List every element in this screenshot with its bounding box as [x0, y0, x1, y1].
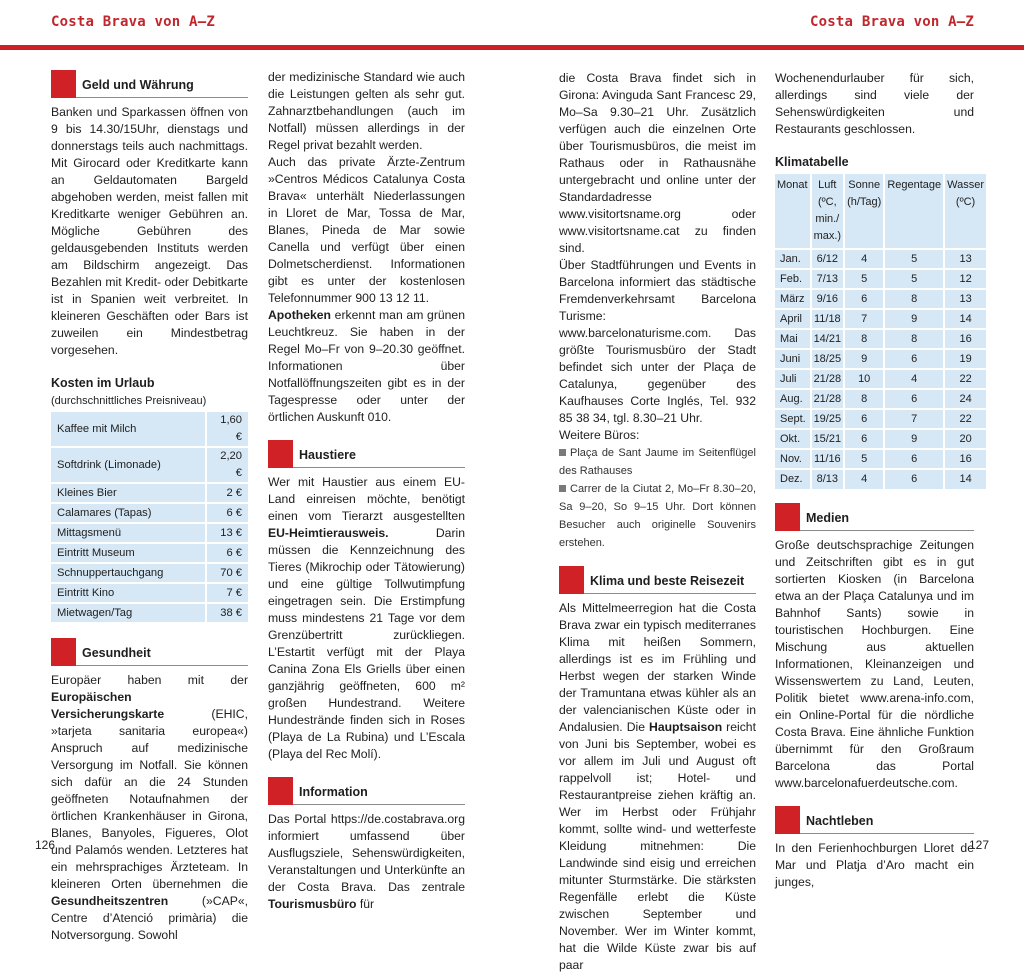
section-head-gesundheit	[51, 638, 248, 666]
cost-item: Softdrink (Limonade)	[51, 447, 206, 483]
table-cell: 6	[884, 389, 944, 409]
table-cell: 6	[884, 469, 944, 489]
section-title: Haustiere	[293, 440, 465, 468]
table-row	[775, 469, 986, 489]
cost-price: 2 €	[206, 483, 248, 503]
table-cell: 22	[944, 409, 986, 429]
section-head-klima	[559, 566, 756, 594]
table-cell: 7	[844, 309, 884, 329]
cost-price: 6 €	[206, 503, 248, 523]
section-head-geld	[51, 70, 248, 98]
table-row	[775, 369, 986, 389]
cost-price: 13 €	[206, 523, 248, 543]
cost-item: Mietwagen/Tag	[51, 603, 206, 623]
table-cell: 6	[884, 349, 944, 369]
table-cell: 8	[884, 289, 944, 309]
section-head-medien	[775, 503, 974, 531]
cost-item: Schnuppertauchgang	[51, 563, 206, 583]
section-marker	[559, 566, 584, 594]
table-cell: 4	[884, 369, 944, 389]
cost-item: Eintritt Kino	[51, 583, 206, 603]
table-cell: Nov.	[775, 449, 811, 469]
table-row	[51, 483, 248, 503]
table-cell: 6	[844, 429, 884, 449]
table-cell: Juni	[775, 349, 811, 369]
table-cell: 4	[844, 249, 884, 269]
column-header: Wasser (ºC)	[944, 174, 986, 249]
table-cell: Sept.	[775, 409, 811, 429]
section-title: Information	[293, 777, 465, 805]
table-cell: 16	[944, 449, 986, 469]
page-number-left: 126	[35, 838, 56, 852]
table-row	[775, 329, 986, 349]
paragraph: Über Stadtführungen und Events in Barcelona informiert das städtische Fremdenverkehrsamt Barcelona Turisme: www.barcelonaturisme.com. Das größte Tourismusbüro der Stadt befindet sich unter der Plaça de Catalunya, gegenüber des Kaufhauses Corte Inglés, Tel. 932 85 38 34, tgl. 8.30–21 Uhr.	[559, 258, 756, 425]
subheading-klimatabelle: Klimatabelle	[775, 155, 849, 169]
table-cell: 7/13	[811, 269, 845, 289]
table-cell: 14/21	[811, 329, 845, 349]
table-cell: 6	[884, 449, 944, 469]
table-row	[51, 503, 248, 523]
table-cell: 19/25	[811, 409, 845, 429]
table-cell: April	[775, 309, 811, 329]
paragraph: In den Ferienhochburgen Lloret de Mar und Platja d’Aro macht ein junges,	[775, 841, 974, 889]
table-cell: 10	[844, 369, 884, 389]
table-cell: 5	[884, 249, 944, 269]
table-cell: Mai	[775, 329, 811, 349]
table-row	[51, 543, 248, 563]
section-title: Gesundheit	[76, 638, 248, 666]
cost-price: 1,60 €	[206, 412, 248, 447]
table-cell: 21/28	[811, 369, 845, 389]
table-cell: Dez.	[775, 469, 811, 489]
table-cell: 7	[884, 409, 944, 429]
costs-table	[51, 412, 248, 624]
page-number-right: 127	[968, 838, 989, 852]
table-row	[775, 309, 986, 329]
column-3	[559, 70, 756, 974]
table-cell: 8	[844, 329, 884, 349]
column-header: Monat	[775, 174, 811, 249]
table-cell: 20	[944, 429, 986, 449]
table-cell: 9	[884, 309, 944, 329]
table-cell: 6	[844, 289, 884, 309]
bullet-square-icon	[559, 485, 566, 492]
paragraph: Wer mit Haustier aus einem EU-Land einreisen möchte, benötigt einen vom Tierarzt ausgestellten EU-Heimtierausweis. Darin müssen die Kennzeichnung des Tieres (Mikrochip oder Tätowierung) und eine gültige Tollwutimpfung eingetragen sein. Die Erstimpfung muss mindestens 21 Tage vor dem Grenzübertritt zurückliegen. L’Estartit verfügt mit der Playa Canina Zona Els Griells über einen ganzjährig geöffneten, 600 m² großen Hundestrand. Weitere Hundestrände finden sich in Roses (Playa de La Rubina) und L’Escala (Playa del Rec Molí).	[268, 475, 465, 761]
column-header: Sonne (h/Tag)	[844, 174, 884, 249]
table-row	[775, 429, 986, 449]
section-marker	[268, 440, 293, 468]
table-cell: 13	[944, 289, 986, 309]
cost-item: Kaffee mit Milch	[51, 412, 206, 447]
bullet-item: Carrer de la Ciutat 2, Mo–Fr 8.30–20, Sa 9–20, So 9–15 Uhr. Dort können Besucher auch originelle Souvenirs erstehen.	[559, 483, 756, 549]
cost-price: 38 €	[206, 603, 248, 623]
paragraph: Weitere Büros:	[559, 428, 640, 442]
table-cell: Jan.	[775, 249, 811, 269]
section-marker	[775, 503, 800, 531]
section-marker	[51, 638, 76, 666]
paragraph: Europäer haben mit der Europäischen Versicherungskarte (EHIC, »tarjeta sanitaria europea«) Anspruch auf medizinische Versorgung im Notfall. Sie können sich dafür an die 24 Stunden geöffneten Notaufnahmen der örtlichen Krankenhäuser in Girona, Blanes, Banyoles, Figueres, Olot und Palamós wenden. Letzteres hat ein mehrsprachiges Ärzteteam. In kleineren Orten übernehmen die Gesundheitszentren (»CAP«, Centre d’Atenció primària) die Notversorgung. Sowohl	[51, 673, 248, 942]
table-cell: 5	[884, 269, 944, 289]
table-cell: 8/13	[811, 469, 845, 489]
section-title: Medien	[800, 503, 974, 531]
table-row	[51, 583, 248, 603]
table-cell: 9	[844, 349, 884, 369]
paragraph: Als Mittelmeerregion hat die Costa Brava zwar ein typisch mediterranes Klima mit heißen Sommern, allerdings ist es im Frühling und Herbst wegen der starken Winde der Tramuntana etwas kühler als an der valencianischen Küste oder in Andalusien. Die Hauptsaison reicht von Juni bis September, wobei es vor allem im Juli und August oft rappelvoll ist; Hotel- und Restaurantpreise ziehen kräftig an. Wer im Herbst oder Frühjahr kommt, sollte wind- und wetterfeste Kleidung mitnehmen: Die Landwinde sind eisig und erreichen mitunter Sturmstärke. Die stärksten Regenfälle erlebt die Küste zwischen September und November. Wer im Winter kommt, hat die Wilde Küste zwar bis auf paar	[559, 601, 756, 972]
bullet-square-icon	[559, 449, 566, 456]
table-cell: 12	[944, 269, 986, 289]
table-cell: 16	[944, 329, 986, 349]
table-cell: 21/28	[811, 389, 845, 409]
table-cell: 11/18	[811, 309, 845, 329]
table-cell: 18/25	[811, 349, 845, 369]
paragraph: Banken und Sparkassen öffnen von 9 bis 14.30/15Uhr, dienstags und donnerstags teils auch nachmittags. Mit Girocard oder Kreditkarte kann an Geldautomaten Bargeld abgehoben werden, meist fallen mit Kreditkarte weniger Gebühren an. Mögliche Gebühren des geldausgebenden Instituts werden am Bildschirm angezeigt. Das Bezahlen mit Kredit- oder Debitkarte ist in Spanien weit verbreitet. In kleineren Geschäften oder Bars ist zuweilen ein Mindestbetrag vorgesehen.	[51, 105, 248, 357]
table-cell: 6/12	[811, 249, 845, 269]
section-head-information	[268, 777, 465, 805]
table-cell: 4	[844, 469, 884, 489]
table-row	[775, 249, 986, 269]
table-cell: 13	[944, 249, 986, 269]
paragraph: Das Portal https://de.costabrava.org informiert umfassend über Ausflugsziele, Sehenswürdigkeiten, Veranstaltungen und Unterkünfte an der Costa Brava. Das zentrale Tourismusbüro für	[268, 812, 465, 911]
table-cell: 5	[844, 269, 884, 289]
table-row	[775, 409, 986, 429]
cost-price: 70 €	[206, 563, 248, 583]
subheading-note: (durchschnittliches Preisniveau)	[51, 395, 207, 407]
table-cell: 22	[944, 369, 986, 389]
table-row	[51, 412, 248, 447]
cost-price: 7 €	[206, 583, 248, 603]
climate-table	[775, 174, 986, 489]
table-cell: 15/21	[811, 429, 845, 449]
paragraph: Apotheken erkennt man am grünen Leuchtkreuz. Sie haben in der Regel Mo–Fr von 9–20.30 geöffnet. Informationen über Notfallöffnungszeiten gibt es in der Tagespresse oder unter der örtlichen Auskunft 010.	[268, 308, 465, 424]
table-row	[51, 603, 248, 623]
table-cell: 11/16	[811, 449, 845, 469]
column-1	[51, 70, 248, 944]
running-head-right: Costa Brava von A–Z	[810, 14, 974, 30]
table-cell: 9/16	[811, 289, 845, 309]
table-row	[51, 447, 248, 483]
table-cell: 5	[844, 449, 884, 469]
table-cell: 8	[884, 329, 944, 349]
cost-item: Eintritt Museum	[51, 543, 206, 563]
table-cell: 8	[844, 389, 884, 409]
paragraph: Auch das private Ärzte-Zentrum »Centros Médicos Catalunya Costa Brava« unterhält Niederlassungen in Lloret de Mar, Tossa de Mar, Blanes, Pineda de Mar sowie Canella und verfügt über einen Dolmetscherdienst. Informationen gibt es unter der kostenlosen Telefonnummer 900 13 12 11.	[268, 155, 465, 305]
table-cell: 6	[844, 409, 884, 429]
section-marker	[51, 70, 76, 98]
section-title: Geld und Währung	[76, 70, 248, 98]
table-cell: 24	[944, 389, 986, 409]
section-title: Nachtleben	[800, 806, 974, 834]
table-row	[775, 289, 986, 309]
table-cell: Aug.	[775, 389, 811, 409]
table-cell: 14	[944, 469, 986, 489]
column-2	[268, 69, 465, 913]
table-row	[775, 349, 986, 369]
table-row	[775, 389, 986, 409]
table-cell: Feb.	[775, 269, 811, 289]
subheading-kosten: Kosten im Urlaub	[51, 376, 155, 390]
bullet-item: Plaça de Sant Jaume im Seitenflügel des Rathauses	[559, 447, 756, 477]
header-rule	[0, 45, 1024, 50]
paragraph: Wochenendurlauber für sich, allerdings sind viele der Sehenswürdigkeiten und Restaurants geschlossen.	[775, 71, 974, 136]
cost-price: 2,20 €	[206, 447, 248, 483]
section-marker	[775, 806, 800, 834]
table-row	[51, 563, 248, 583]
table-cell: 19	[944, 349, 986, 369]
section-title: Klima und beste Reisezeit	[584, 566, 756, 594]
table-cell: März	[775, 289, 811, 309]
table-cell: 9	[884, 429, 944, 449]
cost-item: Kleines Bier	[51, 483, 206, 503]
cost-price: 6 €	[206, 543, 248, 563]
table-cell: Juli	[775, 369, 811, 389]
paragraph: die Costa Brava findet sich in Girona: Avinguda Sant Francesc 29, Mo–Sa 9.30–21 Uhr. Zusätzlich verfügen auch die einzelnen Orte über Tourismusbüros, die meist im Rathaus oder in Rathausnähe untergebracht und online unter der Standardadresse www.visitortsname.org oder www.visitortsname.cat zu finden sind.	[559, 71, 756, 255]
running-head-left: Costa Brava von A–Z	[51, 14, 215, 30]
paragraph: Große deutschsprachige Zeitungen und Zeitschriften gibt es in gut sortierten Kiosken (in Barcelona etwa an der Plaça Catalunya und im Bahnhof Sants) sowie in touristischen Hochburgen. Eine Mischung aus aktuellen Informationen, Kleinanzeigen und Wissenswertem zu Land, Leuten, Politik bietet www.arena-info.com, ein Online-Portal für die nördliche Costa Brava. Eine ähnliche Funktion übernimmt für den Großraum Barcelona das Portal www.barcelonafuerdeutsche.com.	[775, 538, 974, 790]
table-cell: 14	[944, 309, 986, 329]
cost-item: Calamares (Tapas)	[51, 503, 206, 523]
cost-item: Mittagsmenü	[51, 523, 206, 543]
table-row	[51, 523, 248, 543]
section-head-nachtleben	[775, 806, 974, 834]
table-cell: Okt.	[775, 429, 811, 449]
section-marker	[268, 777, 293, 805]
column-header: Regentage	[884, 174, 944, 249]
table-row	[775, 449, 986, 469]
column-header: Luft (ºC, min./ max.)	[811, 174, 845, 249]
section-head-haustiere	[268, 440, 465, 468]
table-row	[775, 269, 986, 289]
paragraph: der medizinische Standard wie auch die Leistungen gelten als sehr gut. Zahnarztbehandlungen (auch im Notfall) müssen allerdings in der Regel privat bezahlt werden.	[268, 70, 465, 152]
